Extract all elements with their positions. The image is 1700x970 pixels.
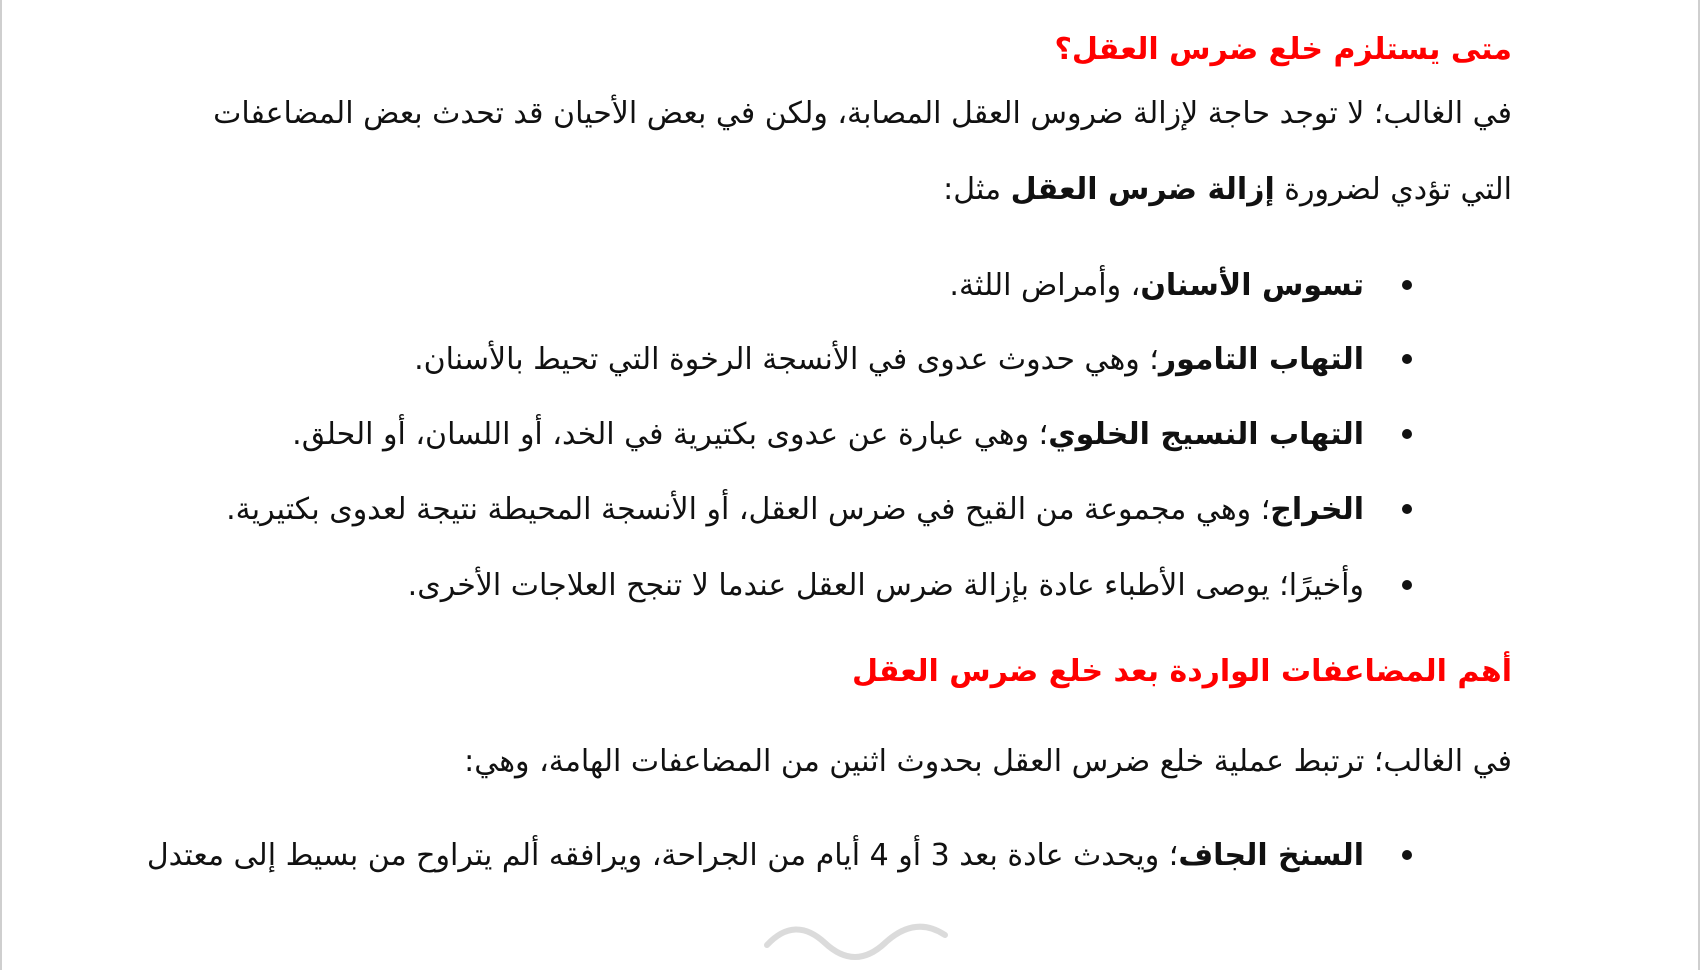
bullet-dot-icon: [1402, 354, 1412, 364]
watermark-logo-icon: [755, 905, 965, 963]
paragraph-intro-bold-term: إزالة ضرس العقل: [1010, 172, 1275, 207]
paragraph-intro-text-end: مثل:: [943, 172, 1011, 207]
list-item-bold: تسوس الأسنان: [1140, 268, 1364, 303]
list-item: [408, 564, 1412, 608]
bullet-dot-icon: [1402, 280, 1412, 290]
list-item-bold: التهاب النسيج الخلوي: [1048, 417, 1364, 452]
bullet-dot-icon: [1402, 504, 1412, 514]
paragraph-intro-text-start: التي تؤدي لضرورة: [1274, 172, 1512, 207]
page-edge-left: [0, 0, 2, 970]
list-item-text: ، وأمراض اللثة.: [949, 268, 1141, 303]
list-item: [226, 488, 1412, 532]
list-item: [414, 338, 1412, 382]
list-item-text: ؛ وهي مجموعة من القيح في ضرس العقل، أو الأنسجة المحيطة نتيجة لعدوى بكتيرية.: [226, 492, 1271, 527]
paragraph-intro-line-2: [943, 168, 1512, 212]
list-item: [949, 264, 1412, 308]
list-item-text: ؛ وهي عبارة عن عدوى بكتيرية في الخد، أو اللسان، أو الحلق.: [292, 417, 1049, 452]
list-item: [292, 413, 1412, 457]
list-item-text: وأخيرًا؛ يوصى الأطباء عادة بإزالة ضرس العقل عندما لا تنجح العلاجات الأخرى.: [407, 568, 1364, 603]
bullet-dot-icon: [1402, 580, 1412, 590]
list-item-bold: التهاب التامور: [1158, 342, 1364, 377]
heading-when-extraction-needed: متى يستلزم خلع ضرس العقل؟: [1054, 32, 1512, 67]
list-item-text: ؛ وهي حدوث عدوى في الأنسجة الرخوة التي تحيط بالأسنان.: [414, 342, 1159, 377]
bullet-dot-icon: [1402, 429, 1412, 439]
list-item-text: ؛ ويحدث عادة بعد 3 أو 4 أيام من الجراحة، ويرافقه ألم يتراوح من بسيط إلى معتدل: [146, 838, 1179, 873]
list-item: [147, 834, 1412, 878]
heading-complications: أهم المضاعفات الواردة بعد خلع ضرس العقل: [851, 654, 1512, 689]
list-item-bold: الخراج: [1270, 492, 1364, 527]
list-item-bold: السنخ الجاف: [1178, 838, 1364, 873]
paragraph-complications-intro: في الغالب؛ ترتبط عملية خلع ضرس العقل بحدوث اثنين من المضاعفات الهامة، وهي:: [464, 744, 1512, 779]
bullet-dot-icon: [1402, 850, 1412, 860]
paragraph-intro-line-1: في الغالب؛ لا توجد حاجة لإزالة ضروس العقل المصابة، ولكن في بعض الأحيان قد تحدث بعض المضاعفات: [213, 96, 1512, 131]
